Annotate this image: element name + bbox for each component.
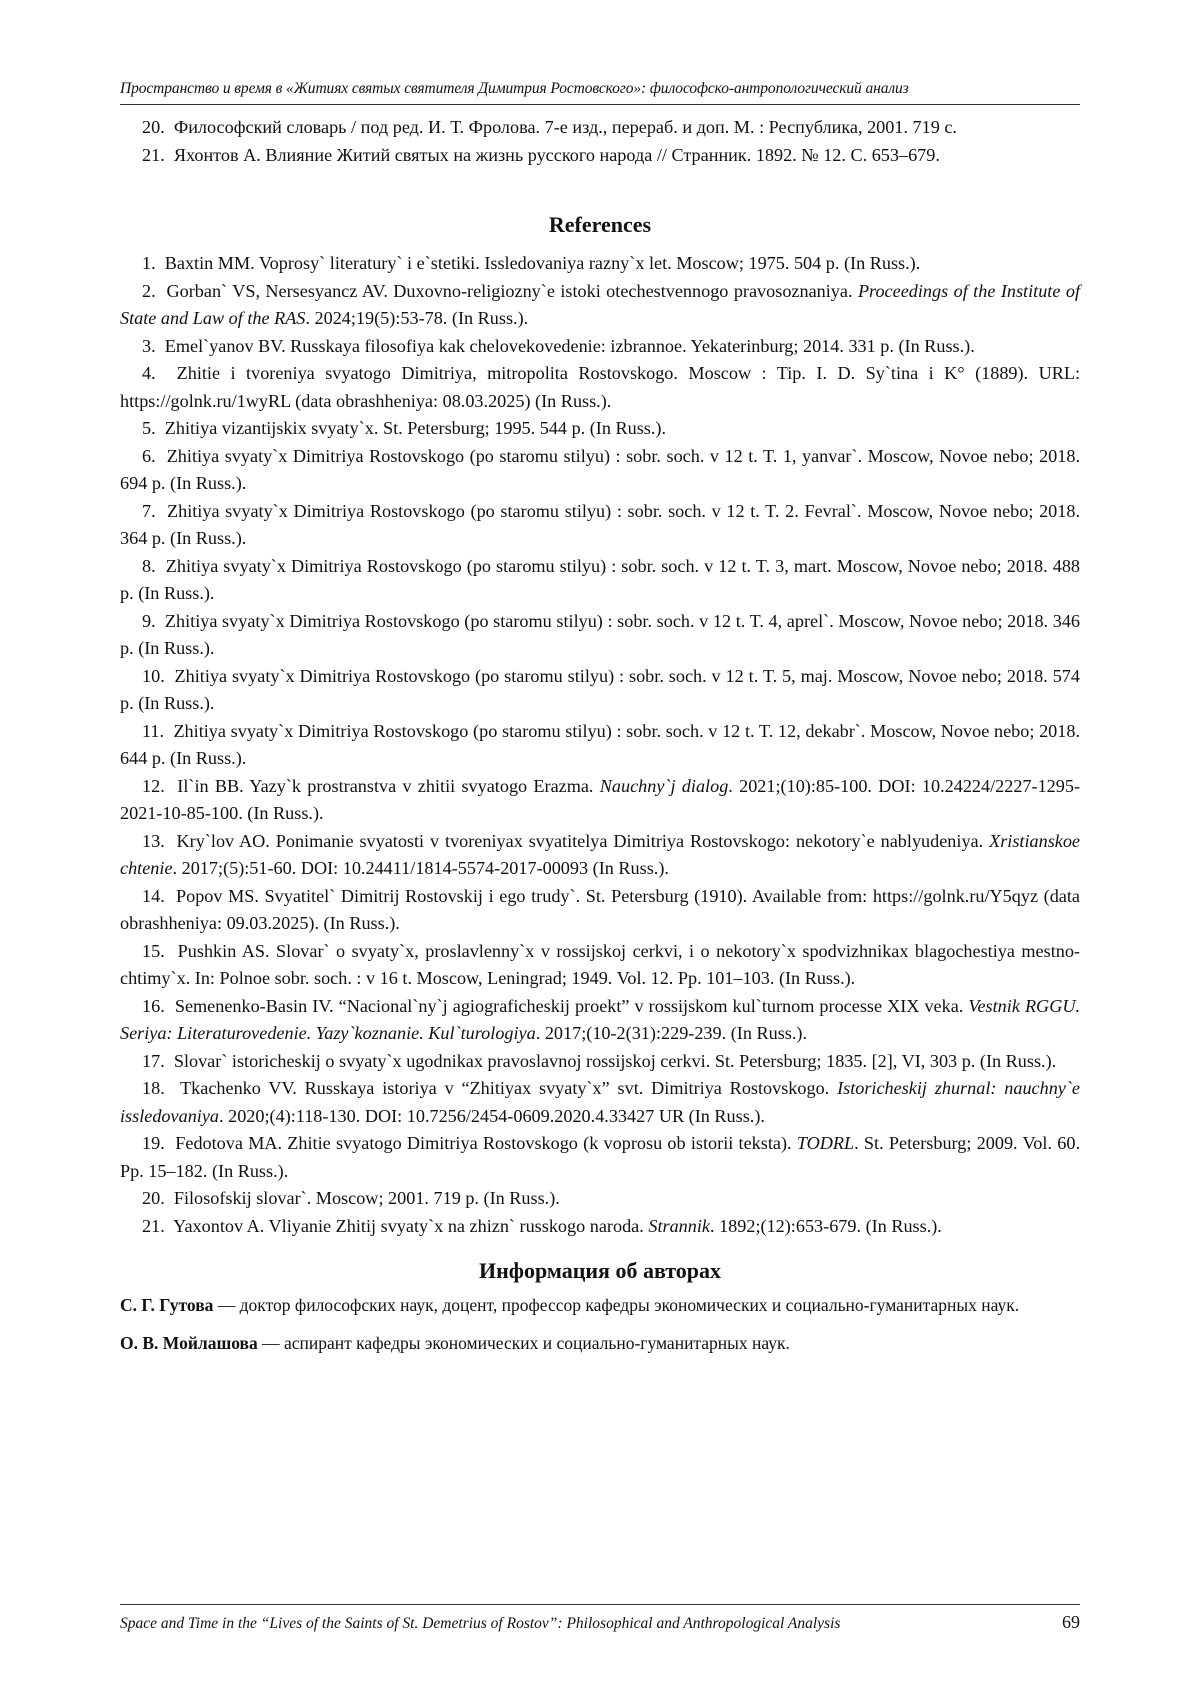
reference-item xyxy=(120,993,1080,1048)
reference-text-tail: . 2017;(10-2(31):229-239. (In Russ.). xyxy=(535,1023,808,1043)
author-entry xyxy=(120,1292,1080,1318)
reference-number: 17. xyxy=(142,1050,165,1071)
reference-item xyxy=(120,415,1080,443)
authors-section xyxy=(120,1256,1080,1368)
author-description: — аспирант кафедры экономических и социально-гуманитарных наук. xyxy=(257,1333,790,1353)
reference-item xyxy=(120,608,1080,663)
reference-text: Pushkin AS. Slovar` o svyaty`x, proslavlenny`x v rossijskoj cerkvi, i o nekotory`x spodvizhnikax blagochestiya mestno-chtimy`x. In: Polnoe sobr. soch. : v 16 t. Moscow, Leningrad; 1949. Vol. 12. Pp. 101–103. (In Russ.). xyxy=(120,940,1080,988)
reference-number: 13. xyxy=(142,830,165,851)
reference-text: Gorban` VS, Nersesyancz AV. Duxovno-religiozny`e istoki otechestvennogo pravosoznaniya. xyxy=(166,280,858,301)
reference-number: 16. xyxy=(142,995,165,1016)
author-name: С. Г. Гутова xyxy=(120,1295,214,1315)
references-heading: References xyxy=(548,212,652,237)
reference-item xyxy=(120,553,1080,608)
reference-journal-title: Strannik xyxy=(648,1215,710,1236)
author-entry xyxy=(120,1330,1080,1356)
running-header: Пространство и время в «Житиях святых святителя Димитрия Ростовского»: философско-антропологический анализ xyxy=(120,80,1080,105)
page xyxy=(120,0,1080,1697)
russian-reference-list xyxy=(120,114,1080,169)
reference-item xyxy=(120,1130,1080,1185)
reference-text: Popov MS. Svyatitel` Dimitrij Rostovskij i ego trudy`. St. Petersburg (1910). Available from: https://golnk.ru/Y5qyz (data obrashheniya: 09.03.2025). (In Russ.). xyxy=(120,885,1080,933)
reference-text: Tkachenko VV. Russkaya istoriya v “Zhitiyax svyaty`x” svt. Dimitriya Rostovskogo. xyxy=(180,1078,838,1098)
reference-number: 1. xyxy=(142,253,156,273)
author-description: — доктор философских наук, доцент, профессор кафедры экономических и социально-гуманитарных наук. xyxy=(213,1295,1020,1315)
reference-item xyxy=(120,828,1080,883)
reference-text-tail: . 2021;(10):85-100. DOI: 10.24224/2227-1295-2021-10-85-100. (In Russ.). xyxy=(120,775,1081,823)
reference-number: 9. xyxy=(142,610,156,631)
reference-number: 6. xyxy=(142,445,156,466)
reference-text: Zhitiya svyaty`x Dimitriya Rostovskogo (po staromu stilyu) : sobr. soch. v 12 t. T. 5, maj. Moscow, Novoe nebo; 2018. 574 p. (In Russ.). xyxy=(120,665,1080,713)
reference-text: Filosofskij slovar`. Moscow; 2001. 719 p. (In Russ.). xyxy=(173,1188,560,1208)
reference-item xyxy=(120,1185,1080,1213)
reference-text: Fedotova MA. Zhitie svyatogo Dimitriya Rostovskogo (k voprosu ob istorii teksta). xyxy=(175,1133,797,1153)
reference-item xyxy=(120,142,1080,170)
reference-text-tail: . 1892;(12):653-679. (In Russ.). xyxy=(709,1215,942,1236)
reference-item xyxy=(120,443,1080,498)
reference-number: 14. xyxy=(142,885,165,906)
reference-number: 12. xyxy=(142,775,165,796)
reference-journal-title: Istoricheskij zhurnal: nauchny`e issledovaniya xyxy=(120,1078,1081,1126)
reference-text: Semenenko-Basin IV. “Nacional`ny`j agiograficheskij proekt” v rossijskom kul`turnom processe XIX veka. xyxy=(174,995,969,1016)
reference-item xyxy=(120,663,1080,718)
reference-text: Slovar` istoricheskij o svyaty`x ugodnikax pravoslavnoj rossijskoj cerkvi. St. Petersburg; 1835. [2], VI, 303 p. (In Russ.). xyxy=(173,1050,1057,1071)
reference-text: Il`in BB. Yazy`k prostranstva v zhitii svyatogo Erazma. xyxy=(177,775,600,796)
reference-item xyxy=(120,360,1080,415)
reference-journal-title: Xristianskoe chtenie xyxy=(120,830,1081,878)
reference-item xyxy=(120,1075,1080,1130)
reference-item xyxy=(120,250,1080,278)
reference-number: 18. xyxy=(142,1078,165,1098)
reference-number: 4. xyxy=(142,363,156,383)
reference-item xyxy=(120,1048,1080,1076)
running-footer: Space and Time in the “Lives of the Saints of St. Demetrius of Rostov”: Philosophical and Anthropological Analysis xyxy=(120,1615,841,1632)
reference-item xyxy=(120,498,1080,553)
reference-text: Zhitiya svyaty`x Dimitriya Rostovskogo (po staromu stilyu) : sobr. soch. v 12 t. T. 4, aprel`. Moscow, Novoe nebo; 2018. 346 p. (In Russ.). xyxy=(120,610,1081,658)
reference-number: 20. xyxy=(142,1188,165,1208)
reference-item xyxy=(120,938,1080,993)
reference-journal-title: Proceedings of the Institute of State and Law of the RAS xyxy=(120,280,1080,328)
reference-item xyxy=(120,278,1080,333)
reference-text: Yaxontov A. Vliyanie Zhitij svyaty`x na zhizn` russkogo naroda. xyxy=(173,1215,649,1236)
reference-number: 19. xyxy=(142,1133,165,1153)
reference-item xyxy=(120,114,1080,142)
reference-text: Emel`yanov BV. Russkaya filosofiya kak chelovekovedenie: izbrannoe. Yekaterinburg; 2014. 331 p. (In Russ.). xyxy=(164,335,975,356)
page-number: 69 xyxy=(1062,1612,1080,1632)
reference-item xyxy=(120,773,1080,828)
reference-text: Zhitiya svyaty`x Dimitriya Rostovskogo (po staromu stilyu) : sobr. soch. v 12 t. T. 12, dekabr`. Moscow, Novoe nebo; 2018. 644 p. (In Russ.). xyxy=(120,720,1080,768)
reference-text: Zhitiya svyaty`x Dimitriya Rostovskogo (po staromu stilyu) : sobr. soch. v 12 t. T. 3, mart. Moscow, Novoe nebo; 2018. 488 p. (In Russ.). xyxy=(120,555,1081,603)
reference-number: 21. xyxy=(142,144,165,165)
reference-text: Философский словарь / под ред. И. Т. Фролова. 7-е изд., перераб. и доп. М. : Республика, 2001. 719 с. xyxy=(173,117,957,137)
reference-number: 11. xyxy=(142,720,165,741)
reference-item xyxy=(120,1213,1080,1241)
reference-number: 7. xyxy=(142,500,156,521)
reference-text-tail: . 2017;(5):51-60. DOI: 10.24411/1814-5574-2017-00093 (In Russ.). xyxy=(172,858,669,878)
author-name: О. В. Мойлашова xyxy=(120,1333,258,1353)
reference-item xyxy=(120,883,1080,938)
reference-journal-title: TODRL xyxy=(796,1133,855,1153)
references-list xyxy=(120,250,1080,1240)
footer-divider xyxy=(120,1604,1080,1605)
reference-text-tail: . St. Petersburg; 2009. Vol. 60. Pp. 15–182. (In Russ.). xyxy=(120,1133,1080,1181)
reference-journal-title: Nauchny`j dialog xyxy=(599,775,729,796)
reference-number: 5. xyxy=(142,418,156,438)
reference-item xyxy=(120,333,1080,361)
reference-number: 10. xyxy=(142,665,165,686)
reference-text-tail: . 2020;(4):118-130. DOI: 10.7256/2454-0609.2020.4.33427 UR (In Russ.). xyxy=(219,1105,765,1126)
reference-number: 3. xyxy=(142,335,156,356)
reference-number: 20. xyxy=(142,117,165,137)
reference-text: Zhitiya vizantijskix svyaty`x. St. Petersburg; 1995. 544 p. (In Russ.). xyxy=(164,418,667,438)
reference-text: Baxtin MM. Voprosy` literatury` i e`stetiki. Issledovaniya razny`x let. Moscow; 1975. 504 p. (In Russ.). xyxy=(164,253,921,273)
references-section xyxy=(120,210,1080,1240)
reference-text: Яхонтов А. Влияние Житий святых на жизнь русского народа // Странник. 1892. № 12. С. 653–679. xyxy=(173,144,940,165)
reference-text: Zhitiya svyaty`x Dimitriya Rostovskogo (po staromu stilyu) : sobr. soch. v 12 t. T. 1, yanvar`. Moscow, Novoe nebo; 2018. 694 p. (In Russ.). xyxy=(120,445,1080,493)
reference-journal-title: Vestnik RGGU. Seriya: Literaturovedenie. Yazy`koznanie. Kul`turologiya xyxy=(120,995,1081,1043)
reference-item xyxy=(120,718,1080,773)
reference-number: 2. xyxy=(142,280,156,301)
reference-text: Zhitiya svyaty`x Dimitriya Rostovskogo (po staromu stilyu) : sobr. soch. v 12 t. T. 2. Fevral`. Moscow, Novoe nebo; 2018. 364 p. (In Russ.). xyxy=(120,500,1081,548)
reference-number: 15. xyxy=(142,940,165,961)
reference-number: 21. xyxy=(142,1215,165,1236)
authors-heading: Информация об авторах xyxy=(478,1258,722,1283)
reference-text: Zhitie i tvoreniya svyatogo Dimitriya, mitropolita Rostovskogo. Moscow : Tip. I. D. Sy`tina i K° (1889). URL: https://golnk.ru/1wyRL (data obrashheniya: 08.03.2025) (In Russ.). xyxy=(120,363,1081,411)
reference-number: 8. xyxy=(142,555,156,576)
reference-text-tail: . 2024;19(5):53-78. (In Russ.). xyxy=(305,308,529,328)
reference-text: Kry`lov AO. Ponimanie svyatosti v tvoreniyax svyatitelya Dimitriya Rostovskogo: nekotory`e nablyudeniya. xyxy=(176,830,990,851)
authors-list xyxy=(120,1292,1080,1356)
